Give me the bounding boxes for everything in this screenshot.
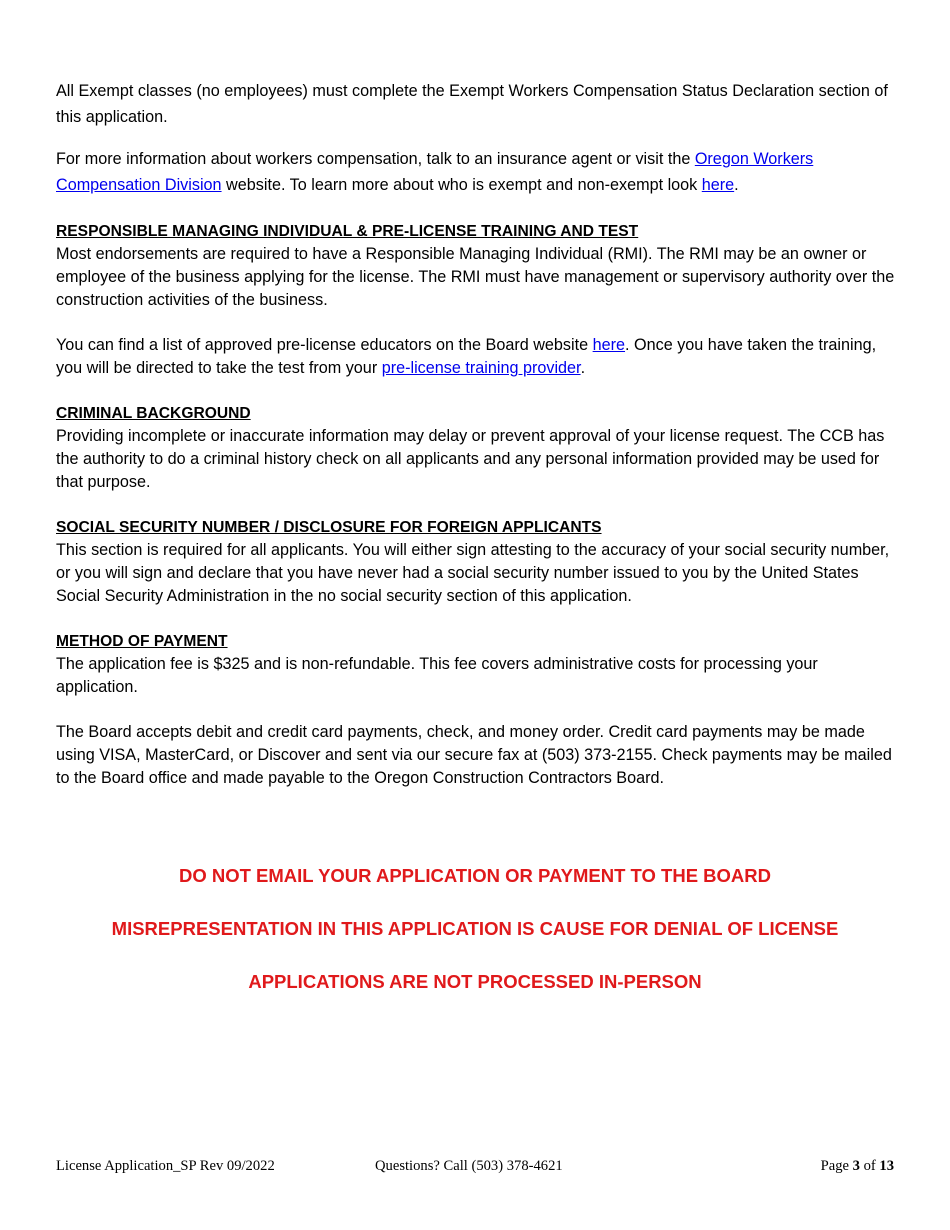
ssn-paragraph: This section is required for all applicants. You will either sign attesting to the accuracy of your social security number, or you will sign and declare that you have never had a social security number issued to you by the United States Social Security Administration in the no social security section of this application. — [56, 541, 890, 605]
questions-phone: Questions? Call (503) 378-4621 — [375, 1158, 563, 1174]
warning-misrepresentation: MISREPRESENTATION IN THIS APPLICATION IS CAUSE FOR DENIAL OF LICENSE — [111, 918, 839, 939]
more-info-prefix: For more information about workers compensation, talk to an insurance agent or visit the — [56, 150, 695, 168]
page-footer — [56, 1155, 898, 1177]
page-of: of — [859, 1158, 880, 1174]
training-provider-link[interactable]: pre-license training provider — [381, 359, 581, 377]
document-body — [56, 78, 898, 790]
educators-suffix: . — [580, 359, 586, 377]
payment-heading: METHOD OF PAYMENT — [56, 633, 228, 650]
educators-here-link[interactable]: here — [592, 336, 626, 354]
page-current: 3 — [852, 1158, 860, 1174]
exempt-here-link[interactable]: here — [701, 176, 735, 194]
warning-block — [0, 862, 950, 1021]
rmi-heading: RESPONSIBLE MANAGING INDIVIDUAL & PRE-LICENSE TRAINING AND TEST — [56, 223, 639, 240]
educators-paragraph — [56, 334, 898, 380]
exempt-paragraph: All Exempt classes (no employees) must complete the Exempt Workers Compensation Status Declaration section of this application. — [56, 82, 888, 126]
more-info-middle: website. To learn more about who is exempt and non-exempt look — [221, 176, 702, 194]
owcd-link[interactable]: Oregon Workers Compensation Division — [56, 150, 814, 194]
educators-prefix: You can find a list of approved pre-license educators on the Board website — [56, 336, 593, 354]
payment-methods-paragraph: The Board accepts debit and credit card payments, check, and money order. Credit card payments may be made using VISA, MasterCard, or Discover and sent via our secure fax at (503) 373-2155. Check payments may be mailed to the Board office and made payable to the Oregon Construction Contractors Board. — [56, 723, 892, 787]
page-number — [821, 1155, 894, 1177]
form-revision: License Application_SP Rev 09/2022 — [56, 1158, 275, 1174]
warning-not-in-person: APPLICATIONS ARE NOT PROCESSED IN-PERSON — [248, 971, 702, 992]
warning-no-email: DO NOT EMAIL YOUR APPLICATION OR PAYMENT TO THE BOARD — [178, 865, 772, 886]
rmi-paragraph: Most endorsements are required to have a Responsible Managing Individual (RMI). The RMI may be an owner or employee of the business applying for the license. The RMI must have management or supervisory authority over the construction activities of the business. — [56, 245, 895, 309]
more-info-suffix: . — [734, 176, 739, 194]
page-total: 13 — [879, 1158, 894, 1174]
payment-fee-paragraph: The application fee is $325 and is non-refundable. This fee covers administrative costs for processing your application. — [56, 655, 818, 696]
page-prefix: Page — [820, 1158, 853, 1174]
educators-middle: . Once you have taken the training, you will be directed to take the test from your — [56, 336, 877, 377]
more-info-paragraph — [56, 146, 898, 198]
criminal-heading: CRIMINAL BACKGROUND — [56, 405, 251, 422]
ssn-heading: SOCIAL SECURITY NUMBER / DISCLOSURE FOR FOREIGN APPLICANTS — [56, 519, 602, 536]
criminal-paragraph: Providing incomplete or inaccurate information may delay or prevent approval of your license request. The CCB has the authority to do a criminal history check on all applicants and any personal information provided may be used for that purpose. — [56, 427, 885, 491]
